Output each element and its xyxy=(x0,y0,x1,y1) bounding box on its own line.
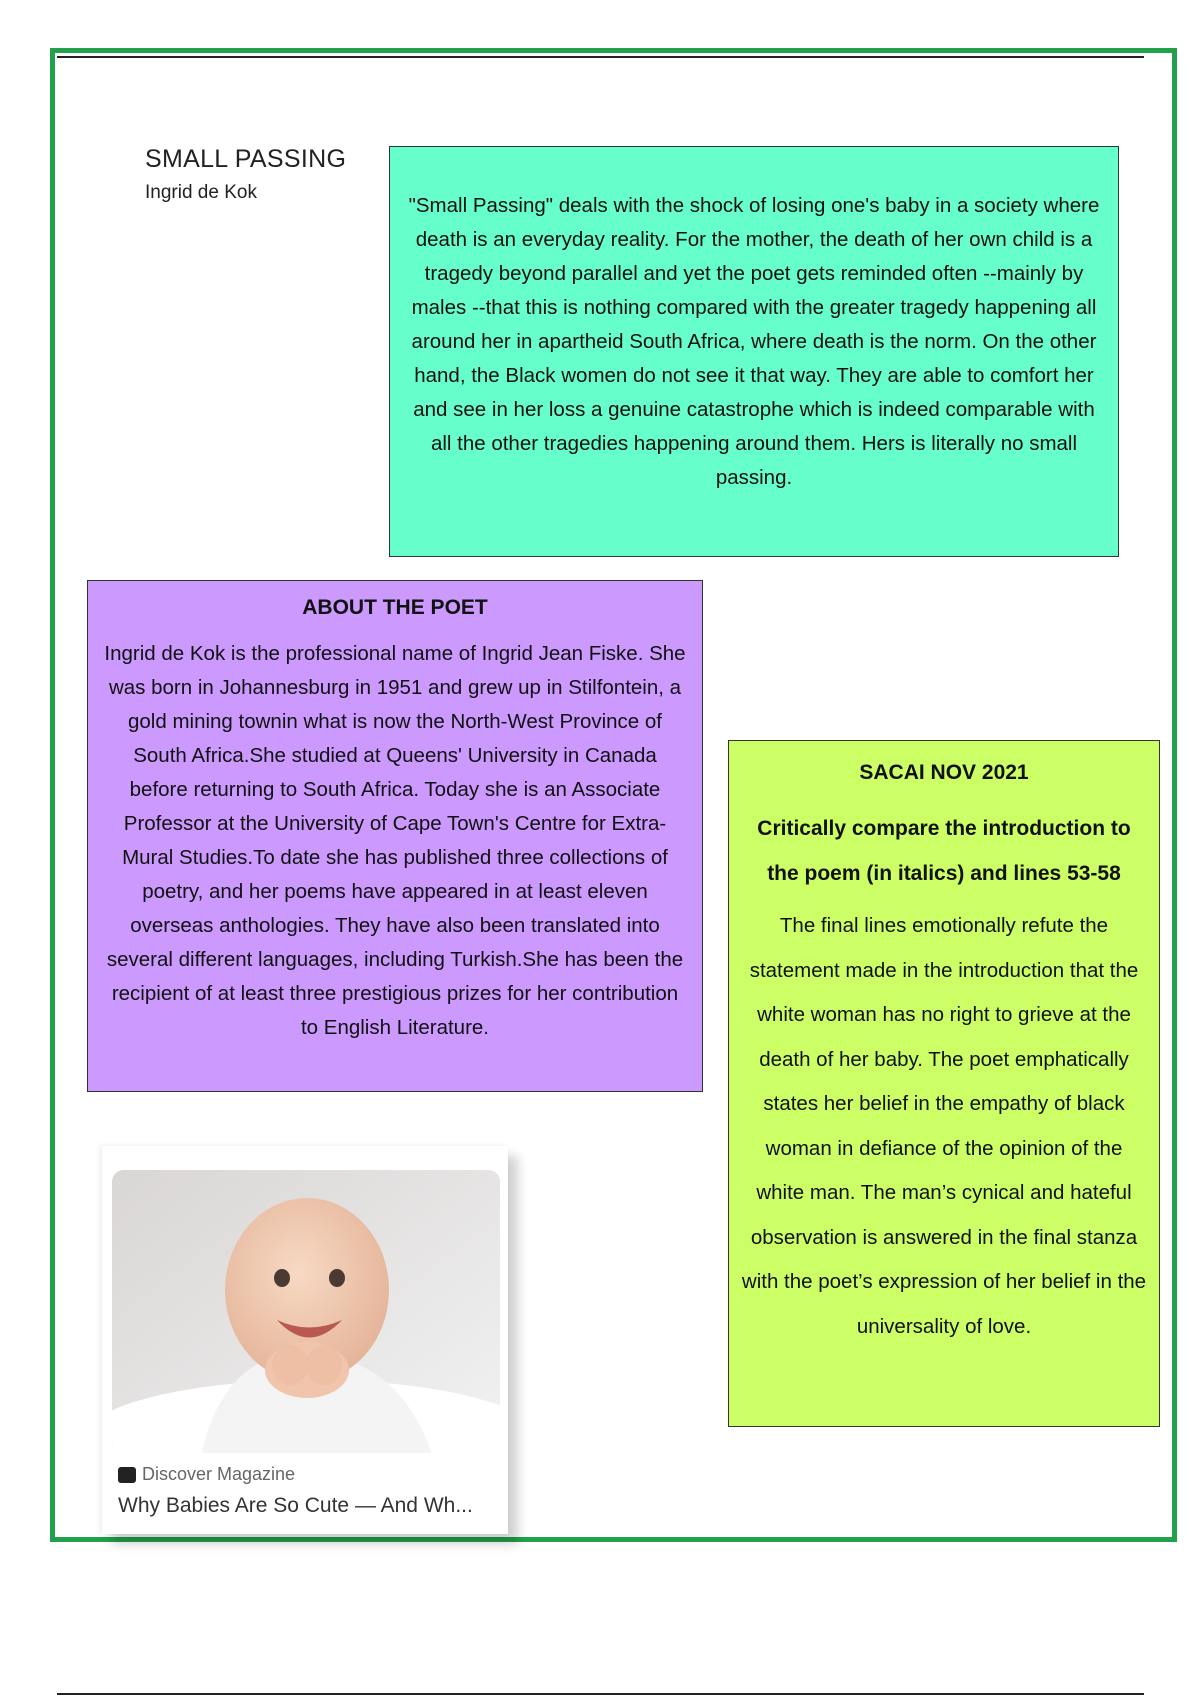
exam-heading: SACAI NOV 2021 xyxy=(859,761,1029,784)
poem-author: Ingrid de Kok xyxy=(145,182,257,203)
poem-title: SMALL PASSING xyxy=(145,145,347,173)
about-poet-text: Ingrid de Kok is the professional name of Ingrid Jean Fiske. She was born in Johannesburg in 1951 and grew up in Stilfontein, a gold mining townin what is now the North-West Province of South Africa.She studied at Queens' University in Canada before returning to South Africa. Today she is an Associate Professor at the University of Cape Town's Centre for Extra-Mural Studies.To date she has published three collections of poetry, and her poems have appeared in at least eleven overseas anthologies. They have also been translated into several different languages, including Turkish.She has been the recipient of at least three prestigious prizes for her contribution to English Literature. xyxy=(104,642,686,1039)
baby-photo-illustration xyxy=(112,1170,500,1453)
exam-question-box xyxy=(728,740,1160,1427)
about-poet-heading: ABOUT THE POET xyxy=(302,596,488,619)
about-poet-box xyxy=(87,580,703,1092)
image-result-card[interactable] xyxy=(102,1146,508,1534)
summary-text: "Small Passing" deals with the shock of losing one's baby in a society where death is an everyday reality. For the mother, the death of her own child is a tragedy beyond parallel and yet the poet gets reminded often --mainly by males --that this is nothing compared with the greater tragedy happening all around her in apartheid South Africa, where death is the norm. On the other hand, the Black women do not see it that way. They are able to comfort her and see in her loss a genuine catastrophe which is indeed comparable with all the other tragedies happening around them. Hers is literally no small passing. xyxy=(408,194,1100,489)
image-source xyxy=(118,1464,295,1485)
exam-question: Critically compare the introduction to the poem (in italics) and lines 53-58 xyxy=(757,817,1131,885)
image-source-label: Discover Magazine xyxy=(142,1464,296,1484)
baby-photo[interactable] xyxy=(112,1170,500,1453)
bottom-rule xyxy=(57,1693,1144,1695)
exam-answer: The final lines emotionally refute the statement made in the introduction that the white woman has no right to grieve at the death of her baby. The poet emphatically states her belief in the empathy of black woman in defiance of the opinion of the white man. The man’s cynical and hateful observation is answered in the final stanza with the poet’s expression of her belief in the universality of love. xyxy=(741,914,1147,1338)
discover-logo-icon xyxy=(118,1467,136,1483)
summary-box xyxy=(389,146,1119,557)
top-rule xyxy=(57,56,1144,58)
image-headline-link[interactable]: Why Babies Are So Cute — And Wh... xyxy=(118,1494,473,1517)
